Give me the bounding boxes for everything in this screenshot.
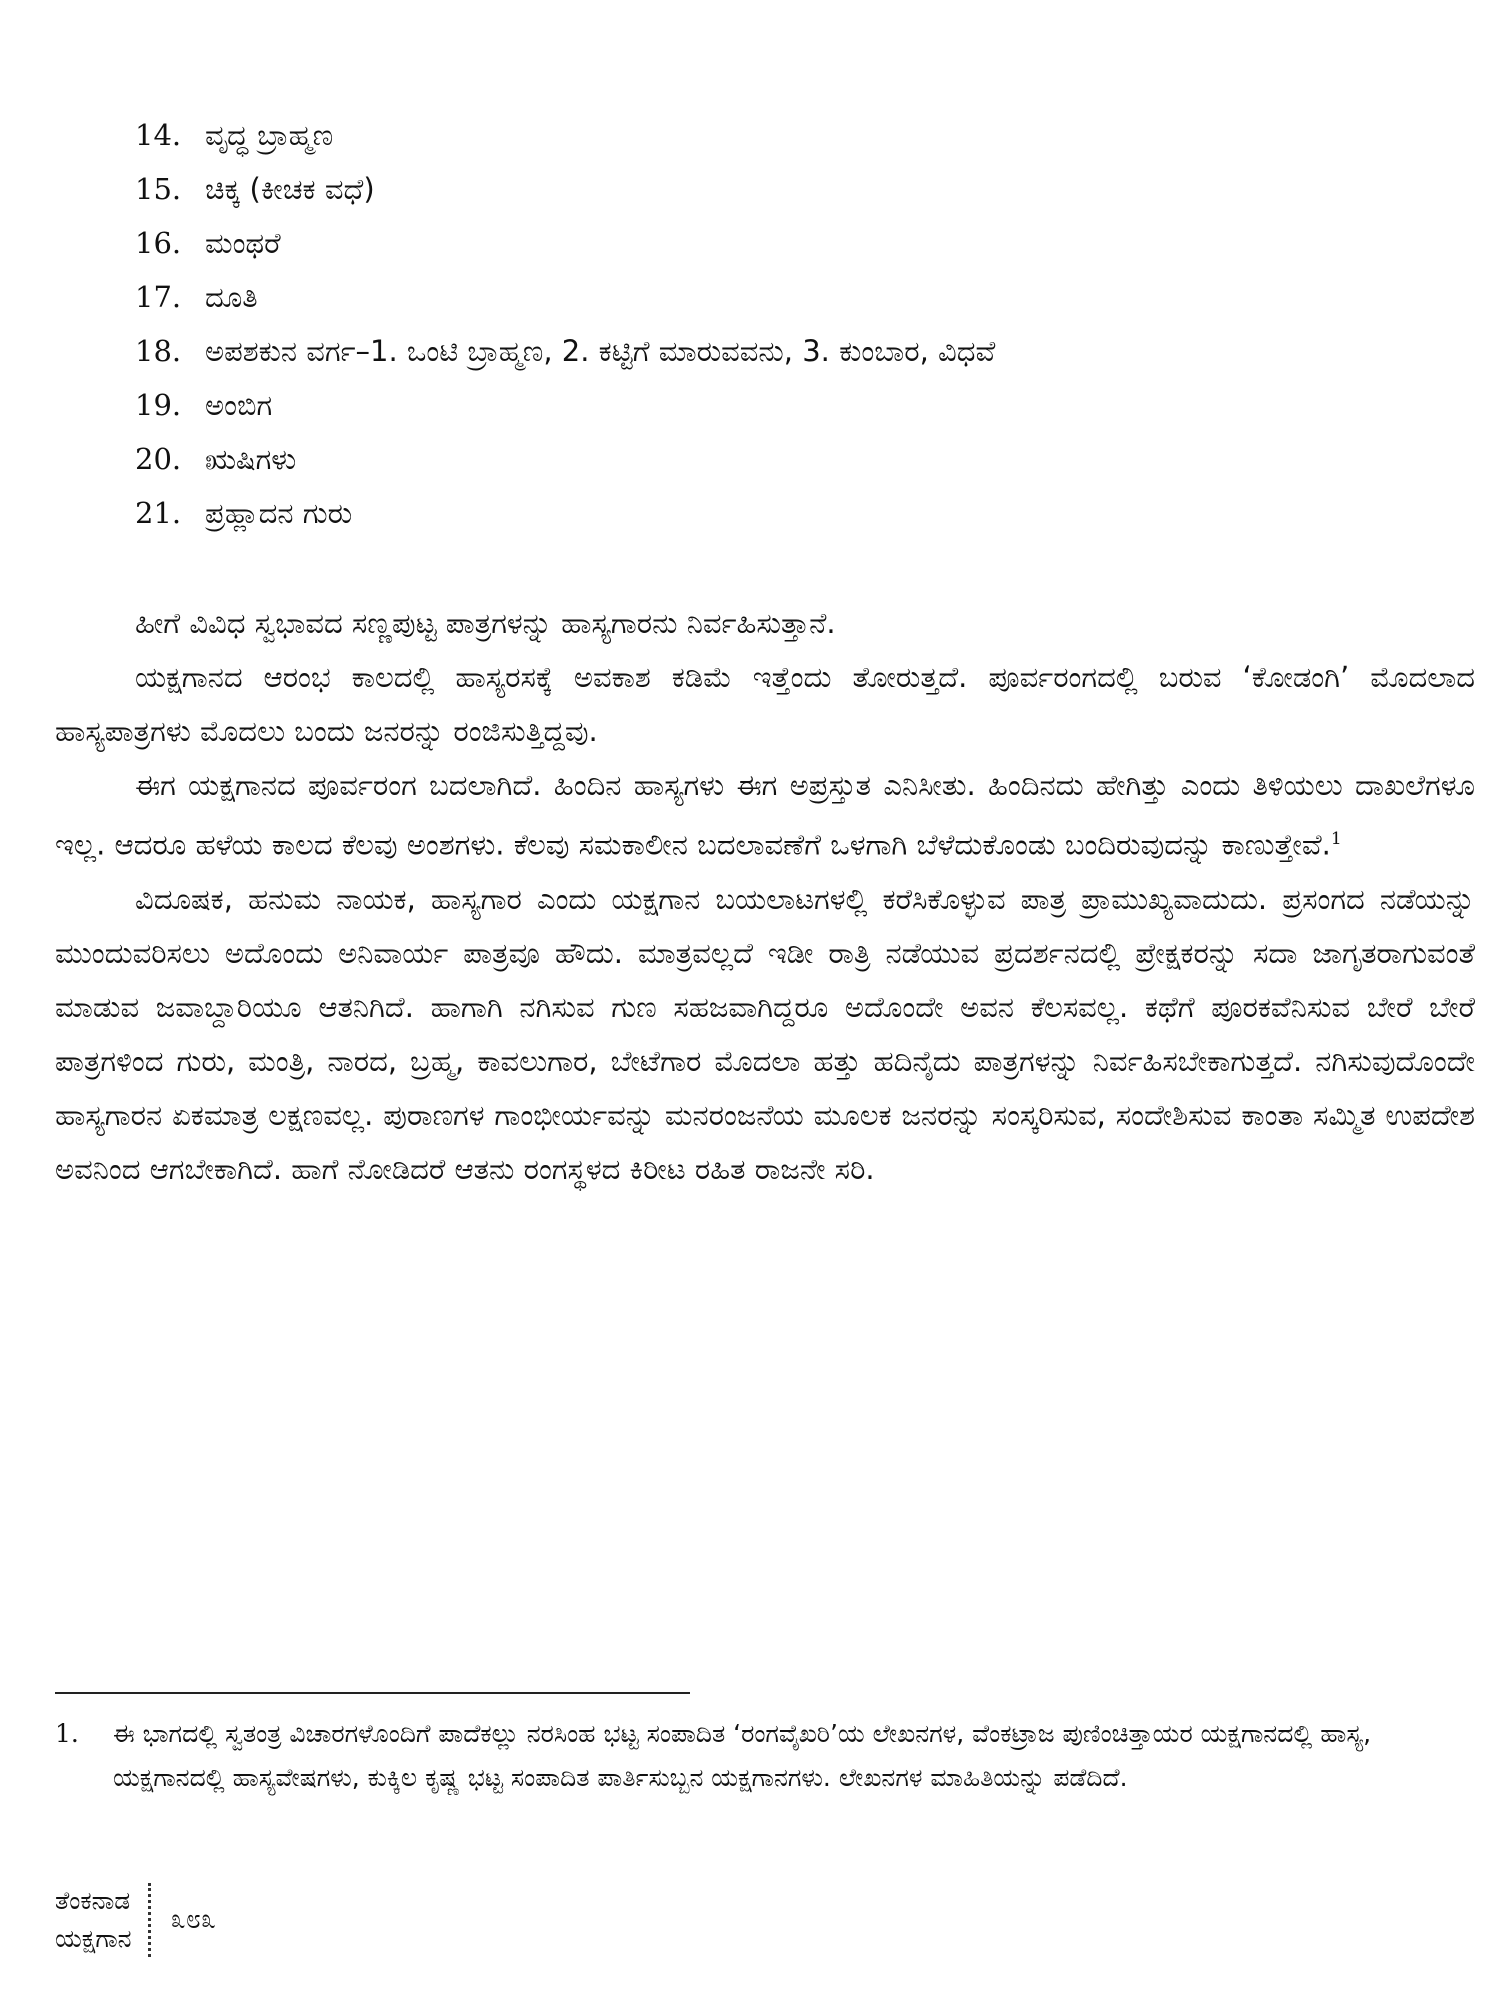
list-item <box>135 378 1475 432</box>
list-item <box>135 162 1475 216</box>
list-item <box>135 324 1475 378</box>
list-text: ದೂತಿ <box>205 280 258 314</box>
list-text: ಮಂಥರೆ <box>205 226 281 260</box>
list-item <box>135 432 1475 486</box>
footnote-marker: 1 <box>1330 829 1342 849</box>
list-number: 18. <box>135 334 182 368</box>
footer-separator <box>148 1883 151 1957</box>
list-text: ಅಂಬಿಗ <box>205 388 273 422</box>
book-title <box>55 1882 132 1958</box>
page-footer <box>55 1882 216 1958</box>
list-number: 21. <box>135 496 182 530</box>
page-number: ೩೮೩ <box>170 1904 216 1935</box>
list-text: ಚಿಕ್ಕ (ಕೀಚಕ ವಧೆ) <box>205 172 375 206</box>
paragraph: ಯಕ್ಷಗಾನದ ಆರಂಭ ಕಾಲದಲ್ಲಿ ಹಾಸ್ಯರಸಕ್ಕೆ ಅವಕಾಶ ಕಡಿಮೆ ಇತ್ತೆಂದು ತೋರುತ್ತದೆ. ಪೂರ್ವರಂಗದಲ್ಲಿ ಬರುವ ‘ಕೋಡಂಗಿ’ ಮೊದಲಾದ ಹಾಸ್ಯಪಾತ್ರಗಳು ಮೊದಲು ಬಂದು ಜನರನ್ನು ರಂಜಿಸುತ್ತಿದ್ದವು. <box>55 660 1475 748</box>
list-number: 19. <box>135 388 182 422</box>
list-item <box>135 486 1475 540</box>
list-number: 17. <box>135 280 182 314</box>
list-text: ಋಷಿಗಳು <box>205 442 297 476</box>
footnote-divider <box>55 1692 690 1694</box>
footnote <box>55 1712 1475 1800</box>
list-number: 16. <box>135 226 182 260</box>
list-number: 15. <box>135 172 182 206</box>
footnote-text: ಈ ಭಾಗದಲ್ಲಿ ಸ್ವತಂತ್ರ ವಿಚಾರಗಳೊಂದಿಗೆ ಪಾದೆಕಲ್ಲು ನರಸಿಂಹ ಭಟ್ಟ ಸಂಪಾದಿತ ‘ರಂಗವೈಖರಿ’ಯ ಲೇಖನಗಳ, ವೆಂಕಟ್ರಾಜ ಪುಣಿಂಚಿತ್ತಾಯರ ಯಕ್ಷಗಾನದಲ್ಲಿ ಹಾಸ್ಯ, ಯಕ್ಷಗಾನದಲ್ಲಿ ಹಾಸ್ಯವೇಷಗಳು, ಕುಕ್ಕಿಲ ಕೃಷ್ಣ ಭಟ್ಟ ಸಂಪಾದಿತ ಪಾರ್ತಿಸುಬ್ಬನ ಯಕ್ಷಗಾನಗಳು. ಲೇಖನಗಳ ಮಾಹಿತಿಯನ್ನು ಪಡೆದಿದೆ. <box>113 1719 1372 1792</box>
list-number: 20. <box>135 442 182 476</box>
paragraph: ವಿದೂಷಕ, ಹನುಮ ನಾಯಕ, ಹಾಸ್ಯಗಾರ ಎಂದು ಯಕ್ಷಗಾನ ಬಯಲಾಟಗಳಲ್ಲಿ ಕರೆಸಿಕೊಳ್ಳುವ ಪಾತ್ರ ಪ್ರಾಮುಖ್ಯವಾದುದು. ಪ್ರಸಂಗದ ನಡೆಯನ್ನು ಮುಂದುವರಿಸಲು ಅದೊಂದು ಅನಿವಾರ್ಯ ಪಾತ್ರವೂ ಹೌದು. ಮಾತ್ರವಲ್ಲದೆ ಇಡೀ ರಾತ್ರಿ ನಡೆಯುವ ಪ್ರದರ್ಶನದಲ್ಲಿ ಪ್ರೇಕ್ಷಕರನ್ನು ಸದಾ ಜಾಗೃತರಾಗುವಂತೆ ಮಾಡುವ ಜವಾಬ್ದಾರಿಯೂ ಆತನಿಗಿದೆ. ಹಾಗಾಗಿ ನಗಿಸುವ ಗುಣ ಸಹಜವಾಗಿದ್ದರೂ ಅದೊಂದೇ ಅವನ ಕೆಲಸವಲ್ಲ. ಕಥೆಗೆ ಪೂರಕವೆನಿಸುವ ಬೇರೆ ಬೇರೆ ಪಾತ್ರಗಳಿಂದ ಗುರು, ಮಂತ್ರಿ, ನಾರದ, ಬ್ರಹ್ಮ, ಕಾವಲುಗಾರ, ಬೇಟೆಗಾರ ಮೊದಲಾ ಹತ್ತು ಹದಿನೈದು ಪಾತ್ರಗಳನ್ನು ನಿರ್ವಹಿಸಬೇಕಾಗುತ್ತದೆ. ನಗಿಸುವುದೊಂದೇ ಹಾಸ್ಯಗಾರನ ಏಕಮಾತ್ರ ಲಕ್ಷಣವಲ್ಲ. ಪುರಾಣಗಳ ಗಾಂಭೀರ್ಯವನ್ನು ಮನರಂಜನೆಯ ಮೂಲಕ ಜನರನ್ನು ಸಂಸ್ಕರಿಸುವ, ಸಂದೇಶಿಸುವ ಕಾಂತಾ ಸಮ್ಮಿತ ಉಪದೇಶ ಅವನಿಂದ ಆಗಬೇಕಾಗಿದೆ. ಹಾಗೆ ನೋಡಿದರೆ ಆತನು ರಂಗಸ್ಥಳದ ಕಿರೀಟ ರಹಿತ ರಾಜನೇ ಸರಿ. <box>55 881 1475 1186</box>
list-item <box>135 108 1475 162</box>
list-text: ಪ್ರಹ್ಲಾದನ ಗುರು <box>205 496 353 530</box>
list-text: ವೃದ್ಧ ಬ್ರಾಹ್ಮಣ <box>205 118 334 152</box>
list-item <box>135 270 1475 324</box>
list-item <box>135 216 1475 270</box>
book-title-line: ಯಕ್ಷಗಾನ <box>55 1924 132 1953</box>
list-text: ಅಪಶಕುನ ವರ್ಗ–1. ಒಂಟಿ ಬ್ರಾಹ್ಮಣ, 2. ಕಟ್ಟಿಗೆ ಮಾರುವವನು, 3. ಕುಂಬಾರ, ವಿಧವೆ <box>205 334 996 368</box>
list-number: 14. <box>135 118 182 152</box>
character-list <box>135 108 1475 540</box>
body-text <box>55 596 1475 1196</box>
paragraph <box>55 758 1475 872</box>
footnote-number: 1. <box>55 1719 79 1748</box>
paragraph: ಹೀಗೆ ವಿವಿಧ ಸ್ವಭಾವದ ಸಣ್ಣಪುಟ್ಟ ಪಾತ್ರಗಳನ್ನು ಹಾಸ್ಯಗಾರನು ನಿರ್ವಹಿಸುತ್ತಾನೆ. <box>135 606 836 640</box>
book-title-line: ತೆಂಕನಾಡ <box>55 1886 131 1915</box>
paragraph-text: ಈಗ ಯಕ್ಷಗಾನದ ಪೂರ್ವರಂಗ ಬದಲಾಗಿದೆ. ಹಿಂದಿನ ಹಾಸ್ಯಗಳು ಈಗ ಅಪ್ರಸ್ತುತ ಎನಿಸೀತು. ಹಿಂದಿನದು ಹೇಗಿತ್ತು ಎಂದು ತಿಳಿಯಲು ದಾಖಲೆಗಳೂ ಇಲ್ಲ. ಆದರೂ ಹಳೆಯ ಕಾಲದ ಕೆಲವು ಅಂಶಗಳು. ಕೆಲವು ಸಮಕಾಲೀನ ಬದಲಾವಣೆಗೆ ಒಳಗಾಗಿ ಬೆಳೆದುಕೊಂಡು ಬಂದಿರುವುದನ್ನು ಕಾಣುತ್ತೇವೆ. <box>55 768 1475 862</box>
